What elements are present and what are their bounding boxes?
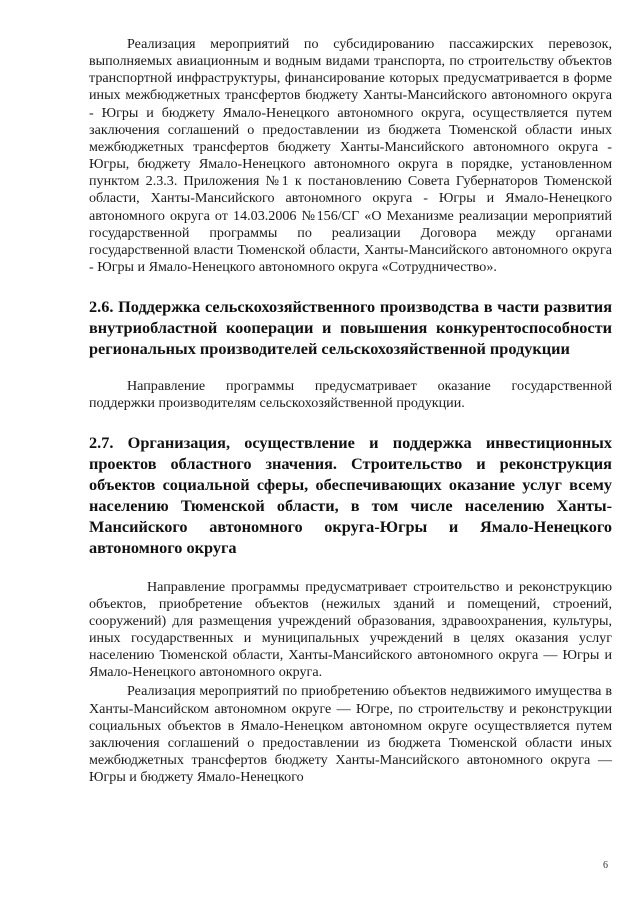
section-heading-2-6: 2.6. Поддержка сельскохозяйственного производства в части развития внутриобластной кооперации и повышения конкурентоспособности региональных производителей сельскохозяйственной продукции [89,297,612,359]
paragraph-construction-direction: Направление программы предусматривает строительство и реконструкцию объектов, приобретение объектов (нежилых зданий и помещений, строений, сооружений) для размещения учреждений образования, здравоохранения, культуры, иных государственных и муниципальных учреждений в целях оказания услуг населению Тюменской области, Ханты-Мансийского автономного округа — Югры и Ямало-Ненецкого автономного округа. [89,578,612,681]
page-number: 6 [603,860,608,871]
paragraph-transport-subsidies: Реализация мероприятий по субсидированию пассажирских перевозок, выполняемых авиационным и водным видами транспорта, по строительству объектов транспортной инфраструктуры, финансирование которых предусматривается в форме иных межбюджетных трансфертов бюджету Ханты-Мансийского автономного округа - Югры и бюджету Ямало-Ненецкого автономного округа, осуществляется путем заключения соглашений о предоставлении из бюджета Тюменской области иных межбюджетных трансфертов бюджету Ханты-Мансийского автономного округа - Югры, бюджету Ямало-Ненецкого автономного округа в порядке, установленном пунктом 2.3.3. Приложения №1 к постановлению Совета Губернаторов Тюменской области, Ханты-Мансийского автономного округа - Югры и Ямало-Ненецкого автономного округа от 14.03.2006 №156/СГ «О Механизме реализации мероприятий государственной программы по реализации Договора между органами государственной власти Тюменской области, Ханты-Мансийского автономного округа - Югры и Ямало-Ненецкого автономного округа «Сотрудничество». [89,36,612,276]
paragraph-agriculture-support: Направление программы предусматривает оказание государственной поддержки производителям сельскохозяйственной продукции. [89,378,612,412]
paragraph-real-estate-acquisition: Реализация мероприятий по приобретению объектов недвижимого имущества в Ханты-Мансийском автономном округе — Югре, по строительству и реконструкции социальных объектов в Ямало-Ненецком автономном округе осуществляется путем заключения соглашений о предоставлении из бюджета Тюменской области иных межбюджетных трансфертов бюджету Ханты-Мансийского автономного округа — Югры и бюджету Ямало-Ненецкого [89,683,612,786]
document-page [89,36,612,786]
section-heading-2-7: 2.7. Организация, осуществление и поддержка инвестиционных проектов областного значения. Строительство и реконструкция объектов социальной сферы, обеспечивающих оказание услуг всему населению Тюменской области, в том числе населению Ханты-Мансийского автономного округа-Югры и Ямало-Ненецкого автономного округа [89,432,612,557]
